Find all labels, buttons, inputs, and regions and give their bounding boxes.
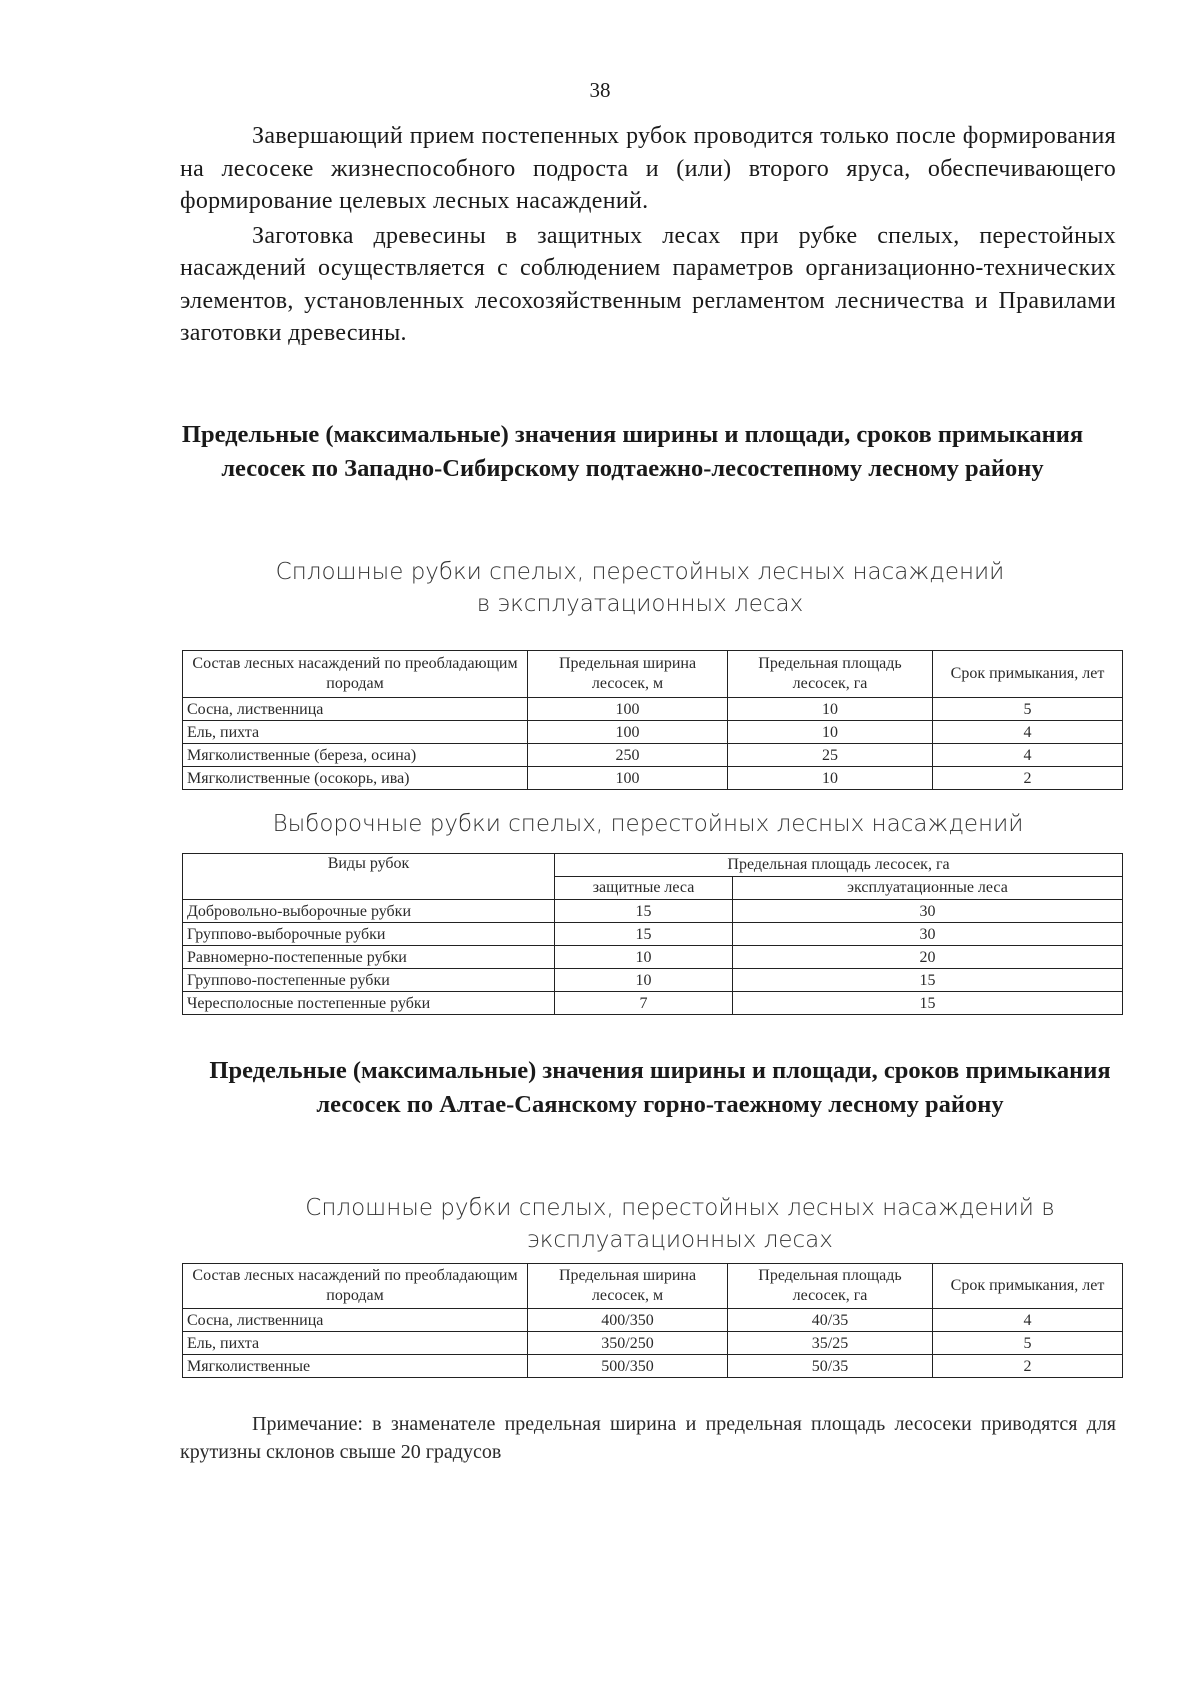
table-row	[183, 1355, 1123, 1378]
cell-composition: Мягколиственные	[183, 1355, 528, 1378]
intro-paragraph-2: Заготовка древесины в защитных лесах при рубке спелых, перестойных насаждений осуществляется с соблюдением параметров организационно-технических элементов, установленных лесохозяйственным регламентом лесничества и Правилами заготовки древесины.	[180, 222, 1116, 346]
col-header-width: Предельная ширина лесосек, м	[528, 1264, 728, 1309]
cell-width: 500/350	[528, 1355, 728, 1378]
cell-area: 10	[728, 721, 933, 744]
cell-cut-type: Равномерно-постепенные рубки	[183, 946, 555, 969]
cell-width: 100	[528, 698, 728, 721]
col-header-area: Предельная площадь лесосек, га	[728, 1264, 933, 1309]
cell-exploitation: 20	[733, 946, 1123, 969]
footnote	[180, 1410, 1116, 1466]
cell-protective: 15	[555, 900, 733, 923]
cell-cut-type: Чересполосные постепенные рубки	[183, 992, 555, 1015]
intro-text	[180, 120, 1116, 350]
table3-title-line2: эксплуатационных лесах	[527, 1227, 833, 1253]
cell-composition: Ель, пихта	[183, 1332, 528, 1355]
table-row	[183, 721, 1123, 744]
table2-title: Выборочные рубки спелых, перестойных лесных насаждений	[272, 811, 1024, 837]
table3-title-line1: Сплошные рубки спелых, перестойных лесных насаждений в	[305, 1195, 1055, 1221]
cell-width: 250	[528, 744, 728, 767]
table-row	[183, 946, 1123, 969]
cell-composition: Ель, пихта	[183, 721, 528, 744]
section1-heading: Предельные (максимальные) значения ширины и площади, сроков примыкания лесосек по Западно-Сибирскому подтаежно-лесостепному лесному району	[181, 421, 1084, 482]
col-header-cut-type: Виды рубок	[183, 854, 555, 900]
selective-cut-table	[182, 853, 1123, 1015]
col-header-max-area: Предельная площадь лесосек, га	[555, 854, 1123, 877]
clearcut-table-altai-sayan	[182, 1263, 1123, 1378]
cell-area: 40/35	[728, 1309, 933, 1332]
cell-width: 100	[528, 767, 728, 790]
cell-term: 5	[933, 1332, 1123, 1355]
col-header-width: Предельная ширина лесосек, м	[528, 651, 728, 698]
cell-exploitation: 30	[733, 900, 1123, 923]
cell-protective: 15	[555, 923, 733, 946]
cell-width: 100	[528, 721, 728, 744]
cell-protective: 10	[555, 946, 733, 969]
col-header-term: Срок примыкания, лет	[933, 651, 1123, 698]
cell-term: 5	[933, 698, 1123, 721]
cell-cut-type: Группово-выборочные рубки	[183, 923, 555, 946]
cell-area: 25	[728, 744, 933, 767]
table-header-row	[183, 651, 1123, 698]
cell-term: 4	[933, 721, 1123, 744]
table-row	[183, 1332, 1123, 1355]
table-header-row	[183, 854, 1123, 877]
page-number: 38	[589, 78, 611, 102]
table-row	[183, 923, 1123, 946]
cell-composition: Сосна, лиственница	[183, 1309, 528, 1332]
table-row	[183, 1309, 1123, 1332]
col-header-area: Предельная площадь лесосек, га	[728, 651, 933, 698]
cell-area: 35/25	[728, 1332, 933, 1355]
cell-exploitation: 30	[733, 923, 1123, 946]
intro-paragraph-1: Завершающий прием постепенных рубок проводится только после формирования на лесосеке жизнеспособного подроста и (или) второго яруса, обеспечивающего формирование целевых лесных насаждений.	[180, 123, 1116, 214]
cell-composition: Мягколиственные (береза, осина)	[183, 744, 528, 767]
table-row	[183, 698, 1123, 721]
cell-protective: 10	[555, 969, 733, 992]
cell-term: 4	[933, 1309, 1123, 1332]
cell-cut-type: Добровольно-выборочные рубки	[183, 900, 555, 923]
table-row	[183, 969, 1123, 992]
cell-composition: Сосна, лиственница	[183, 698, 528, 721]
table1-title-line2: в эксплуатационных лесах	[476, 591, 804, 617]
cell-area: 10	[728, 767, 933, 790]
table-row	[183, 992, 1123, 1015]
cell-area: 50/35	[728, 1355, 933, 1378]
cell-term: 2	[933, 767, 1123, 790]
cell-width: 350/250	[528, 1332, 728, 1355]
table-row	[183, 900, 1123, 923]
cell-composition: Мягколиственные (осокорь, ива)	[183, 767, 528, 790]
cell-width: 400/350	[528, 1309, 728, 1332]
section2-heading: Предельные (максимальные) значения ширины и площади, сроков примыкания лесосек по Алтае-Саянскому горно-таежному лесному району	[209, 1057, 1111, 1118]
col-header-protective: защитные леса	[555, 877, 733, 900]
table3-title	[290, 1192, 1070, 1256]
cell-exploitation: 15	[733, 992, 1123, 1015]
cell-area: 10	[728, 698, 933, 721]
cell-term: 4	[933, 744, 1123, 767]
cell-term: 2	[933, 1355, 1123, 1378]
table-header-row	[183, 1264, 1123, 1309]
col-header-composition: Состав лесных насаждений по преобладающим породам	[183, 651, 528, 698]
clearcut-table-west-siberian	[182, 650, 1123, 790]
table1-title-line1: Сплошные рубки спелых, перестойных лесных насаждений	[275, 559, 1005, 585]
cell-cut-type: Группово-постепенные рубки	[183, 969, 555, 992]
col-header-term: Срок примыкания, лет	[933, 1264, 1123, 1309]
cell-protective: 7	[555, 992, 733, 1015]
table1-title	[250, 556, 1030, 620]
footnote-text: Примечание: в знаменателе предельная ширина и предельная площадь лесосеки приводятся для крутизны склонов свыше 20 градусов	[180, 1413, 1116, 1463]
cell-exploitation: 15	[733, 969, 1123, 992]
col-header-exploitation: эксплуатационные леса	[733, 877, 1123, 900]
table-row	[183, 744, 1123, 767]
table-row	[183, 767, 1123, 790]
col-header-composition: Состав лесных насаждений по преобладающим породам	[183, 1264, 528, 1309]
